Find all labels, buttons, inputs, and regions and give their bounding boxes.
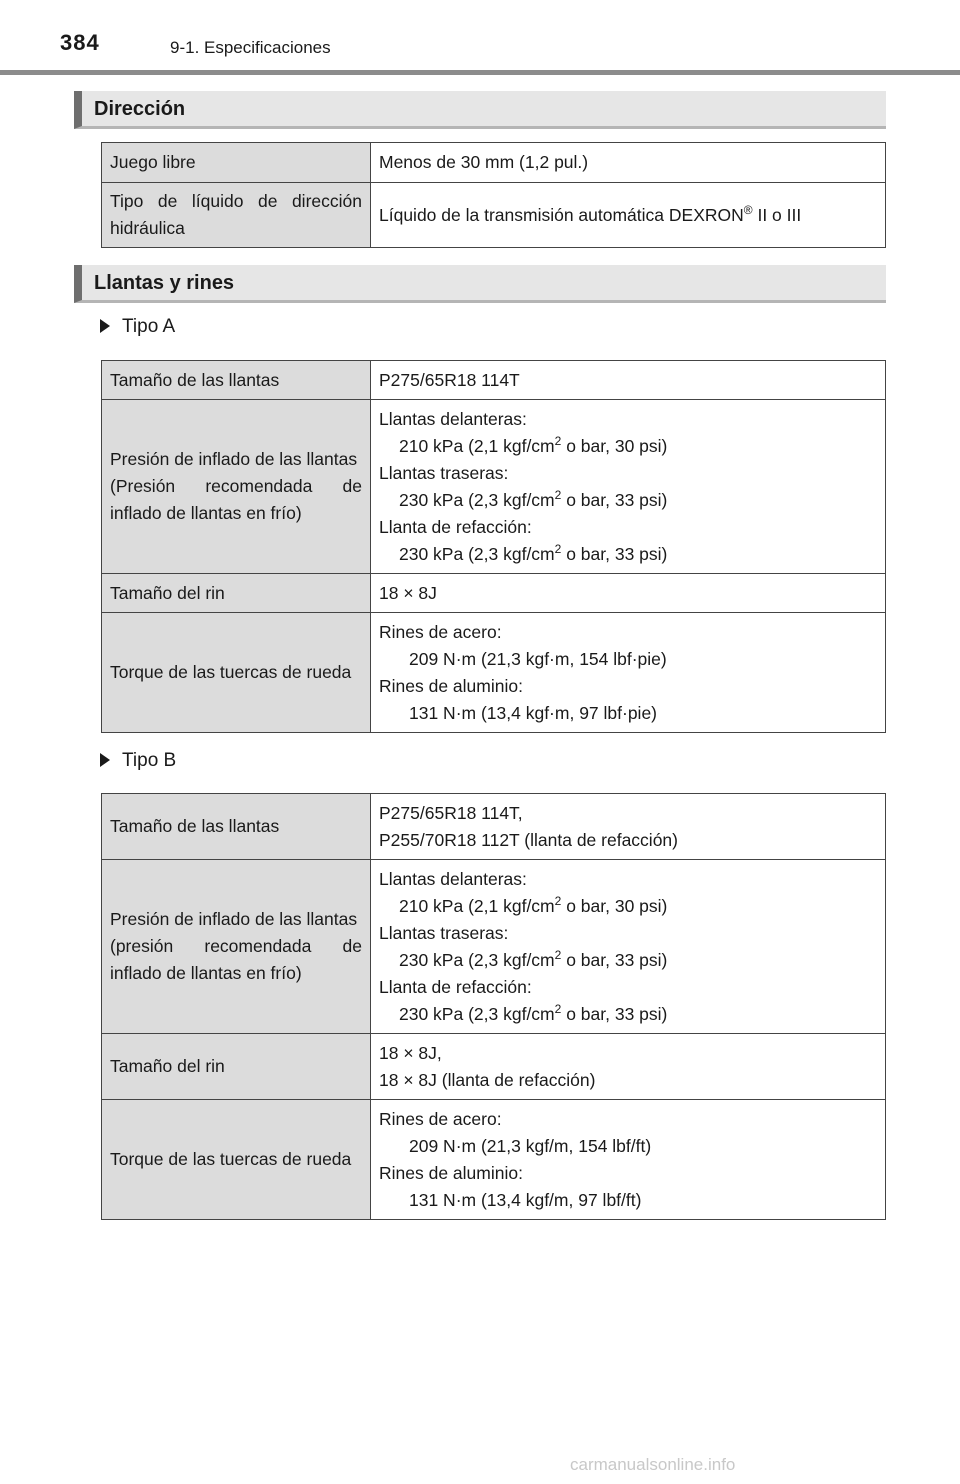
steel-rims-value: 209 N·m (21,3 kgf/m, 154 lbf/ft) bbox=[409, 1135, 652, 1156]
value-text: II o III bbox=[752, 204, 802, 225]
type-b-table bbox=[101, 793, 886, 1220]
steering-table bbox=[101, 142, 886, 248]
triangle-bullet-icon bbox=[100, 319, 110, 333]
spare-tire-label: Llanta de refacción: bbox=[379, 976, 532, 997]
label-text: (presión recomendada de inflado de llantas en frío) bbox=[110, 936, 362, 983]
value-cell: 18 × 8J bbox=[371, 574, 886, 613]
rear-tires-value: 230 kPa (2,3 kgf/$cm^2$ o bar, 33 psi) bbox=[399, 487, 668, 510]
type-a-label bbox=[100, 316, 175, 338]
value-cell bbox=[371, 400, 886, 574]
table-row bbox=[102, 143, 886, 183]
aluminum-rims-label: Rines de aluminio: bbox=[379, 675, 523, 696]
front-tires-label: Llantas delanteras: bbox=[379, 868, 527, 889]
table-row bbox=[102, 613, 886, 733]
value-text: 18 × 8J (llanta de refacción) bbox=[379, 1069, 596, 1090]
label-cell: Tamaño de las llantas bbox=[102, 361, 371, 400]
steel-rims-label: Rines de acero: bbox=[379, 1108, 502, 1129]
aluminum-rims-value: 131 N·m (13,4 kgf/m, 97 lbf/ft) bbox=[409, 1189, 642, 1210]
section-title: 9-1. Especificaciones bbox=[170, 38, 331, 57]
steel-rims-value: 209 N·m (21,3 kgf·m, 154 lbf·pie) bbox=[409, 648, 667, 669]
table-row bbox=[102, 574, 886, 613]
page-number: 384 bbox=[60, 30, 100, 55]
table-row bbox=[102, 1100, 886, 1220]
aluminum-rims-label: Rines de aluminio: bbox=[379, 1162, 523, 1183]
rear-tires-value: 230 kPa (2,3 kgf/$cm^2$ o bar, 33 psi) bbox=[399, 947, 668, 970]
section-heading-steering bbox=[74, 91, 886, 129]
spare-tire-value: 230 kPa (2,3 kgf/$cm^2$ o bar, 33 psi) bbox=[399, 541, 668, 564]
value-text: Líquido de la transmisión automática DEXRON bbox=[379, 204, 744, 225]
type-a-text: Tipo A bbox=[122, 316, 176, 337]
section-heading-text: Llantas y rines bbox=[94, 272, 235, 294]
aluminum-rims-value: 131 N·m (13,4 kgf·m, 97 lbf·pie) bbox=[409, 702, 658, 723]
value-text: P255/70R18 112T (llanta de refacción) bbox=[379, 829, 678, 850]
type-a-table bbox=[101, 360, 886, 733]
rear-tires-label: Llantas traseras: bbox=[379, 922, 509, 943]
rear-tires-label: Llantas traseras: bbox=[379, 462, 509, 483]
label-text: Presión de inflado de las llantas bbox=[110, 449, 358, 469]
table-row bbox=[102, 183, 886, 248]
table-row bbox=[102, 794, 886, 860]
table-row bbox=[102, 860, 886, 1034]
label-cell: Torque de las tuercas de rueda bbox=[102, 1100, 371, 1220]
registered-mark: ® bbox=[743, 202, 753, 217]
label-text: (Presión recomendada de inflado de llantas en frío) bbox=[110, 476, 362, 523]
front-tires-label: Llantas delanteras: bbox=[379, 408, 527, 429]
front-tires-value: 210 kPa (2,1 kgf/$cm^2$ o bar, 30 psi) bbox=[399, 893, 668, 916]
table-row bbox=[102, 1034, 886, 1100]
value-cell: P275/65R18 114T bbox=[371, 361, 886, 400]
value-text: 18 × 8J, bbox=[379, 1042, 442, 1063]
label-cell: Torque de las tuercas de rueda bbox=[102, 613, 371, 733]
front-tires-value: 210 kPa (2,1 kgf/$cm^2$ o bar, 30 psi) bbox=[399, 433, 668, 456]
triangle-bullet-icon bbox=[100, 753, 110, 767]
header-divider bbox=[0, 70, 960, 75]
label-cell: Tamaño de las llantas bbox=[102, 794, 371, 860]
spare-tire-label: Llanta de refacción: bbox=[379, 516, 532, 537]
section-heading-text: Dirección bbox=[94, 98, 186, 120]
page-header bbox=[0, 0, 960, 76]
spare-tire-value: 230 kPa (2,3 kgf/$cm^2$ o bar, 33 psi) bbox=[399, 1001, 668, 1024]
label-cell: Juego libre bbox=[102, 143, 371, 183]
label-text: Presión de inflado de las llantas bbox=[110, 909, 358, 929]
type-b-text: Tipo B bbox=[122, 750, 177, 771]
value-cell bbox=[371, 183, 886, 248]
section-heading-tires bbox=[74, 265, 886, 303]
value-text: P275/65R18 114T, bbox=[379, 802, 523, 823]
value-cell bbox=[371, 1100, 886, 1220]
label-cell bbox=[102, 860, 371, 1034]
value-cell bbox=[371, 613, 886, 733]
table-row bbox=[102, 400, 886, 574]
steel-rims-label: Rines de acero: bbox=[379, 621, 502, 642]
value-cell bbox=[371, 1034, 886, 1100]
value-cell bbox=[371, 860, 886, 1034]
value-cell bbox=[371, 794, 886, 860]
label-cell: Tipo de líquido de dirección hidráulica bbox=[102, 183, 371, 248]
watermark: carmanualsonline.info bbox=[570, 1455, 736, 1474]
label-cell: Tamaño del rin bbox=[102, 1034, 371, 1100]
type-b-label bbox=[100, 750, 176, 772]
table-row bbox=[102, 361, 886, 400]
label-cell: Tamaño del rin bbox=[102, 574, 371, 613]
label-cell bbox=[102, 400, 371, 574]
value-cell: Menos de 30 mm (1,2 pul.) bbox=[371, 143, 886, 183]
